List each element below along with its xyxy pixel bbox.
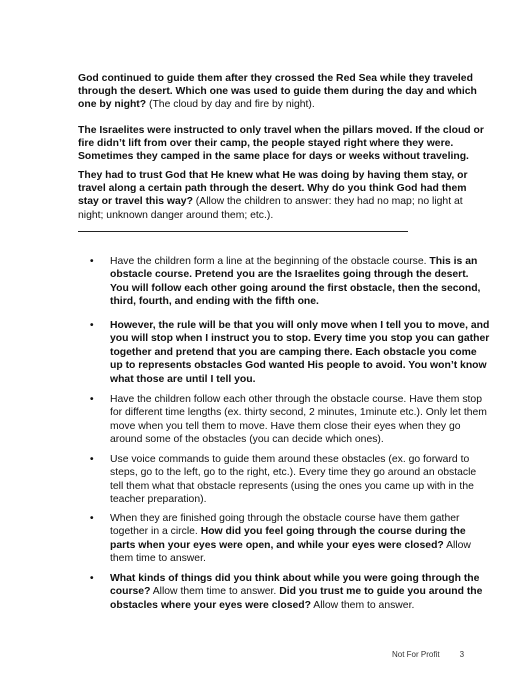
- bullet-marker: •: [90, 573, 94, 584]
- list-item-normal-text: Allow them time to answer.: [110, 539, 471, 565]
- bullet-marker: •: [90, 320, 94, 331]
- list-item-normal-text: Allow them time to answer.: [150, 586, 280, 598]
- bullet-marker: •: [90, 513, 94, 524]
- page-number: 3: [459, 650, 465, 659]
- list-item-normal-text: Allow them to answer.: [310, 599, 415, 611]
- bullet-marker: •: [90, 256, 94, 267]
- list-item-bold-text: What kinds of things did you think about while you were going through the course?: [110, 573, 480, 598]
- paragraph-pillars: [78, 124, 488, 164]
- page-footer: [392, 650, 464, 659]
- list-item: [90, 572, 490, 612]
- paragraph-normal-text: (Allow the children to answer: they had no map; no light at night; unknown danger around them; etc.).: [78, 196, 463, 221]
- footer-label: Not For Profit: [392, 650, 440, 659]
- list-item: [90, 255, 490, 309]
- paragraph-bold-text: They had to trust God that He knew what He was doing by having them stay, or travel along a certain path through the desert. Why do you think God had them stay or travel this way?: [78, 170, 468, 208]
- list-item-bold-text: However, the rule will be that you will only move when I tell you to move, and you will stop when I instruct you to stop. Every time you stop you can gather together and pretend that you are camping there. Each obstacle you come up to represents obstacles God wanted His people to avoid. You won’t know what those are until I tell you.: [110, 320, 490, 385]
- paragraph-trust: [78, 169, 488, 222]
- list-item-normal-text: Have the children follow each other through the obstacle course. Have them stop for different time lengths (ex. thirty second, 2 minutes, 1minute etc.). Only let them move when you tell them to move. Have them close their eyes when they go around some of the obstacles (you can decide which ones).: [110, 394, 487, 446]
- list-item: [90, 393, 490, 447]
- bullet-marker: •: [90, 394, 94, 405]
- list-item-normal-text: Use voice commands to guide them around these obstacles (ex. go forward to steps, go to the left, go to the right, etc.). Every time they go around an obstacle tell them what that obstacle represents (using the ones you came up with in the teacher preparation).: [110, 454, 477, 506]
- list-item-bold-text: This is an obstacle course. Pretend you are the Israelites going through the desert. You will follow each other going around the first obstacle, then the second, third, fourth, and ending with the fifth one.: [110, 256, 481, 308]
- paragraph-bold-text: The Israelites were instructed to only travel when the pillars moved. If the cloud or fire didn’t lift from over their camp, the people stayed right where they were. Sometimes they camped in the same place for days or weeks without traveling.: [78, 125, 484, 163]
- list-item-normal-text: Have the children form a line at the beginning of the obstacle course.: [110, 256, 430, 267]
- list-item: [90, 319, 490, 386]
- paragraph-bold-text: God continued to guide them after they crossed the Red Sea while they traveled through the desert. Which one was used to guide them during the day and which one by night?: [78, 73, 477, 111]
- bullet-marker: •: [90, 454, 94, 465]
- paragraph-guidance: [78, 72, 488, 112]
- list-item-bold-text: How did you feel going through the course during the parts when your eyes were open, and while your eyes were closed?: [110, 526, 466, 551]
- list-item: [90, 512, 490, 566]
- horizontal-divider: [78, 231, 408, 232]
- list-item-normal-text: When they are finished going through the obstacle course have them gather together in a circle.: [110, 513, 460, 538]
- list-item: [90, 453, 490, 507]
- paragraph-normal-text: (The cloud by day and fire by night).: [146, 99, 315, 111]
- list-item-bold-text: Did you trust me to guide you around the obstacles where your eyes were closed?: [110, 586, 483, 611]
